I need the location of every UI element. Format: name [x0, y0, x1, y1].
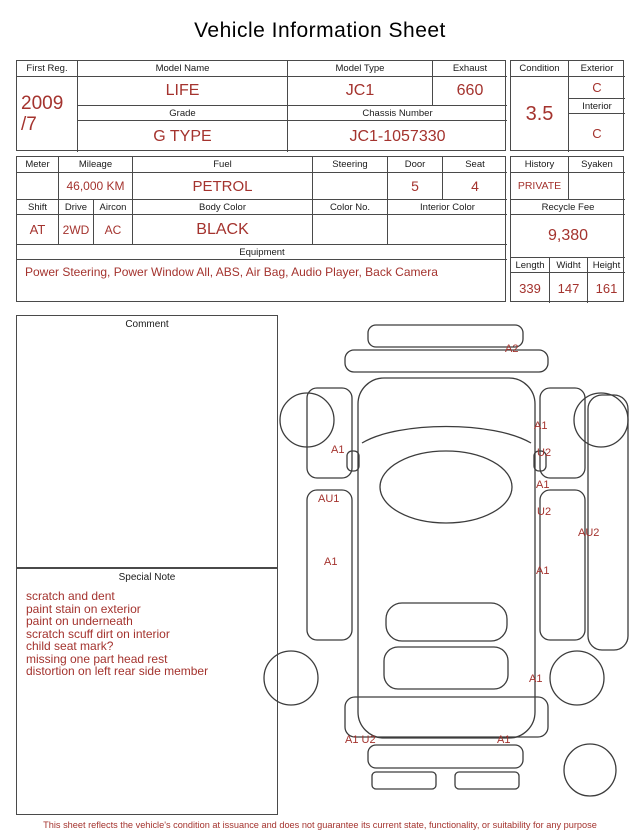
exhaust-value: 660 [432, 76, 507, 105]
special-note-item: scratch scuff dirt on interior [26, 626, 170, 641]
special-note-box [16, 568, 278, 815]
first-reg-year: 2009 [21, 92, 64, 114]
damage-annotation: AU1 [318, 493, 340, 505]
height-header: Height [587, 257, 625, 272]
interior-color-header: Interior Color [387, 199, 507, 214]
equipment-header: Equipment [17, 244, 507, 259]
specs-table [16, 156, 506, 302]
grade-header: Grade [77, 105, 287, 120]
color-no-header: Color No. [312, 199, 387, 214]
special-note-item: paint stain on exterior [26, 601, 141, 616]
recycle-fee-header: Recycle Fee [511, 199, 625, 214]
meter-value [17, 172, 58, 199]
color-no-value [312, 214, 387, 244]
special-note-list [26, 590, 273, 678]
length-value: 339 [511, 272, 549, 303]
special-note-header: Special Note [118, 572, 176, 583]
syaken-value [568, 172, 625, 199]
history-value: PRIVATE [511, 172, 568, 199]
meter-header: Meter [25, 159, 50, 170]
recycle-fee-value: 9,380 [511, 214, 625, 257]
damage-annotation: A1 [529, 673, 543, 685]
damage-annotation: A2 [505, 343, 519, 355]
special-note-item: distortion on left rear side member [26, 664, 209, 678]
first-reg-month: /7 [21, 113, 37, 135]
special-note-item: child seat mark? [26, 639, 114, 653]
damage-annotation: A1 U2 [345, 734, 376, 746]
exterior-value: C [568, 76, 625, 98]
steering-value [312, 172, 387, 199]
damage-annotation: U2 [537, 447, 552, 459]
drive-value: 2WD [58, 214, 93, 244]
door-header: Door [387, 157, 442, 172]
damage-annotation: A1 [497, 734, 511, 746]
first-reg-value [17, 76, 77, 152]
mileage-header: Mileage [58, 157, 132, 172]
damage-annotation: A1 [534, 420, 548, 432]
interior-value: C [568, 113, 625, 152]
damage-annotation: A1 [536, 479, 550, 491]
exhaust-header: Exhaust [432, 61, 507, 76]
exterior-header: Exterior [568, 61, 625, 76]
body-color-value: BLACK [132, 214, 312, 244]
comment-box [16, 315, 278, 568]
height-value: 161 [587, 272, 625, 303]
drive-header: Drive [58, 199, 93, 214]
steering-header: Steering [312, 157, 387, 172]
comment-header: Comment [125, 319, 169, 330]
body-color-header: Body Color [132, 199, 312, 214]
width-header: Widht [549, 257, 587, 272]
length-header: Length [511, 257, 549, 272]
shift-value: AT [17, 214, 58, 244]
condition-table [510, 60, 624, 151]
door-value: 5 [387, 172, 442, 199]
special-note-item: scratch and dent [26, 589, 115, 603]
special-note-item: paint on underneath [26, 614, 133, 628]
damage-annotation: AU2 [578, 527, 600, 539]
model-name-value: LIFE [77, 76, 287, 105]
history-table [510, 156, 624, 302]
model-type-value: JC1 [287, 76, 432, 105]
width-value: 147 [549, 272, 587, 303]
shift-header: Shift [17, 199, 58, 214]
history-header: History [524, 159, 555, 170]
footer-disclaimer: This sheet reflects the vehicle's condition at issuance and does not guarantee its current state, functionality, or suitability for any purpose [43, 820, 597, 830]
chassis-number-value: JC1-1057330 [287, 120, 507, 152]
interior-header: Interior [568, 98, 625, 113]
aircon-header: Aircon [93, 199, 132, 214]
aircon-value: AC [93, 214, 132, 244]
damage-annotation: A1 [324, 556, 338, 568]
car-outline-drawing [258, 315, 638, 815]
fuel-value: PETROL [132, 172, 312, 199]
chassis-number-header: Chassis Number [287, 105, 507, 120]
condition-value: 3.5 [511, 76, 568, 152]
equipment-value: Power Steering, Power Window All, ABS, Air Bag, Audio Player, Back Camera [17, 259, 507, 303]
special-note-item: missing one part head rest [26, 651, 168, 666]
seat-value: 4 [442, 172, 507, 199]
damage-annotation: U2 [537, 506, 552, 518]
syaken-header: Syaken [568, 157, 625, 172]
car-damage-diagram [258, 315, 638, 815]
damage-annotation: A1 [331, 444, 345, 456]
interior-color-value [387, 214, 507, 244]
seat-header: Seat [442, 157, 507, 172]
model-info-table [16, 60, 506, 151]
model-name-header: Model Name [77, 61, 287, 76]
mileage-value: 46,000 KM [58, 172, 132, 199]
condition-header: Condition [519, 63, 560, 74]
page-title: Vehicle Information Sheet [194, 19, 446, 42]
fuel-header: Fuel [132, 157, 312, 172]
model-type-header: Model Type [287, 61, 432, 76]
first-reg-header: First Reg. [26, 63, 68, 74]
grade-value: G TYPE [77, 120, 287, 152]
damage-annotation: A1 [536, 565, 550, 577]
